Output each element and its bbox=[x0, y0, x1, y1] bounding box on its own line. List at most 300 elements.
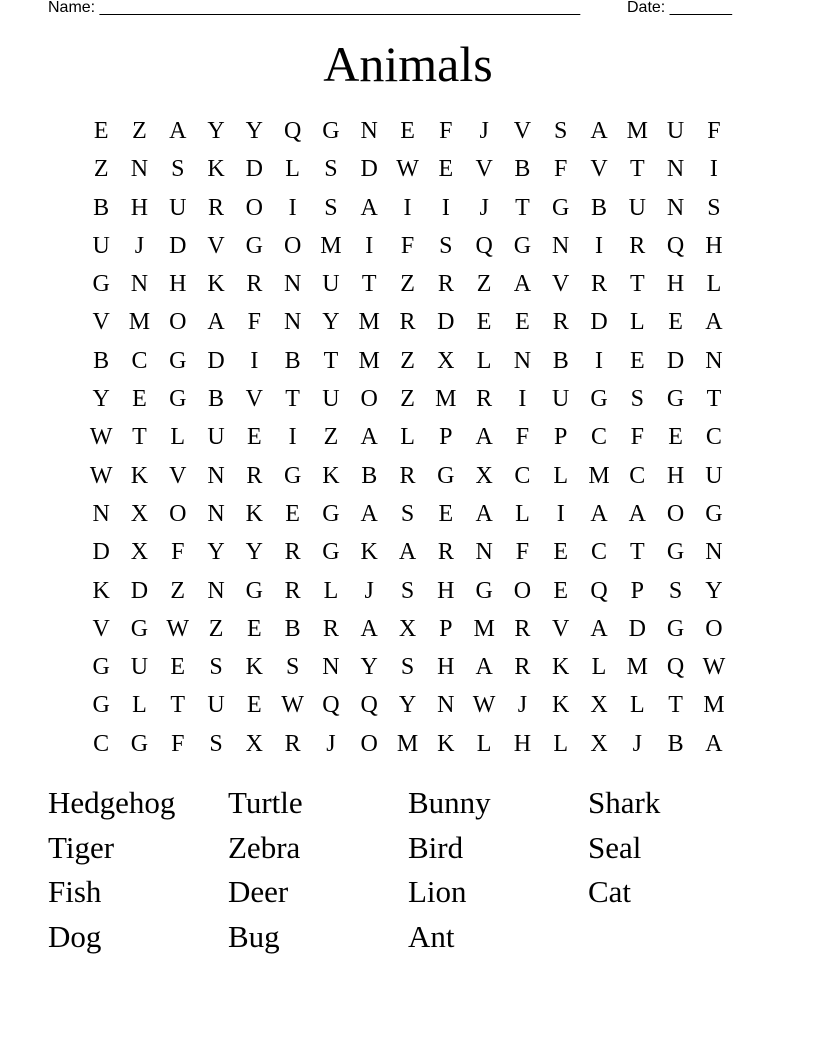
grid-letter: K bbox=[130, 462, 149, 489]
grid-letter: U bbox=[207, 692, 225, 719]
grid-row bbox=[82, 533, 733, 571]
grid-letter: R bbox=[476, 386, 493, 413]
grid-letter: L bbox=[629, 309, 645, 336]
grid-letter: M bbox=[358, 347, 380, 374]
grid-letter: D bbox=[130, 577, 149, 604]
grid-letter: E bbox=[553, 577, 569, 604]
grid-letter: E bbox=[170, 654, 186, 681]
grid-letter: G bbox=[92, 271, 110, 298]
grid-letter: M bbox=[626, 118, 648, 144]
grid-row bbox=[82, 112, 733, 150]
grid-letter: D bbox=[360, 156, 378, 183]
grid-letter: I bbox=[403, 194, 412, 221]
grid-letter: M bbox=[358, 309, 380, 336]
grid-letter: G bbox=[322, 118, 340, 144]
grid-letter: Y bbox=[245, 539, 263, 566]
grid-letter: E bbox=[668, 424, 683, 451]
grid-letter: T bbox=[629, 539, 645, 566]
grid-letter: H bbox=[513, 730, 532, 757]
grid-letter: U bbox=[666, 118, 685, 144]
date-line: Date: _______ bbox=[627, 0, 732, 16]
grid-letter: A bbox=[475, 424, 493, 451]
grid-letter: V bbox=[552, 615, 570, 642]
grid-letter: E bbox=[400, 118, 415, 144]
grid-letter: S bbox=[554, 118, 568, 144]
grid-letter: Y bbox=[92, 386, 110, 413]
grid-letter: F bbox=[630, 424, 644, 451]
grid-letter: J bbox=[517, 692, 528, 719]
grid-letter: R bbox=[284, 539, 301, 566]
grid-letter: A bbox=[513, 271, 532, 298]
grid-letter: L bbox=[170, 424, 186, 451]
grid-row bbox=[82, 572, 733, 610]
grid-letter: V bbox=[245, 386, 263, 413]
grid-letter: D bbox=[628, 615, 646, 642]
grid-letter: H bbox=[705, 232, 723, 259]
grid-letter: L bbox=[553, 730, 569, 757]
grid-letter: M bbox=[320, 232, 342, 259]
word-list-item: Bunny bbox=[408, 785, 491, 820]
grid-letter: G bbox=[169, 347, 187, 374]
grid-letter: H bbox=[666, 462, 685, 489]
grid-letter: S bbox=[324, 194, 338, 221]
grid-letter: H bbox=[437, 654, 455, 681]
grid-letter: F bbox=[247, 309, 262, 336]
grid-letter: K bbox=[437, 730, 455, 757]
grid-letter: A bbox=[590, 615, 608, 642]
grid-letter: R bbox=[284, 730, 301, 757]
grid-letter: K bbox=[245, 654, 263, 681]
grid-letter: Z bbox=[400, 386, 415, 413]
grid-letter: S bbox=[209, 654, 223, 681]
grid-letter: I bbox=[709, 156, 718, 183]
grid-letter: A bbox=[360, 424, 378, 451]
grid-letter: S bbox=[209, 730, 223, 757]
grid-letter: R bbox=[246, 271, 263, 298]
grid-letter: Q bbox=[360, 692, 378, 719]
grid-letter: L bbox=[706, 271, 722, 298]
grid-letter: Y bbox=[398, 692, 417, 719]
grid-letter: T bbox=[285, 386, 300, 413]
grid-letter: G bbox=[437, 462, 455, 489]
grid-letter: O bbox=[360, 386, 378, 413]
grid-letter: F bbox=[439, 118, 453, 144]
grid-letter: D bbox=[666, 347, 685, 374]
word-list-item: Deer bbox=[228, 874, 289, 910]
grid-letter: P bbox=[439, 615, 453, 642]
grid-letter: N bbox=[666, 156, 685, 183]
grid-letter: O bbox=[666, 500, 685, 527]
grid-letter: V bbox=[552, 271, 570, 298]
grid-letter: N bbox=[552, 232, 570, 259]
name-line: Name: ______________________________________________________ bbox=[48, 0, 581, 16]
grid-letter: R bbox=[514, 615, 531, 642]
grid-letter: L bbox=[591, 654, 607, 681]
grid-letter: Z bbox=[132, 118, 147, 144]
grid-letter: O bbox=[169, 500, 187, 527]
grid-letter: E bbox=[438, 500, 454, 527]
grid-letter: T bbox=[170, 692, 186, 719]
grid-letter: B bbox=[284, 347, 301, 374]
grid-letter: R bbox=[284, 577, 301, 604]
grid-letter: K bbox=[552, 654, 570, 681]
grid-letter: O bbox=[169, 309, 187, 336]
grid-letter: I bbox=[365, 232, 374, 259]
grid-letter: J bbox=[134, 232, 145, 259]
word-list-item: Ant bbox=[408, 919, 455, 955]
grid-letter: C bbox=[93, 730, 110, 757]
grid-letter: G bbox=[322, 500, 340, 527]
grid-letter: A bbox=[628, 500, 646, 527]
grid-letter: E bbox=[629, 347, 645, 374]
grid-letter: K bbox=[207, 271, 225, 298]
grid-letter: J bbox=[479, 194, 489, 221]
grid-letter: A bbox=[398, 539, 417, 566]
grid-letter: J bbox=[364, 577, 374, 604]
word-list-item: Tiger bbox=[48, 829, 115, 865]
grid-letter: P bbox=[554, 424, 568, 451]
grid-letter: D bbox=[169, 232, 187, 259]
grid-letter: X bbox=[130, 500, 149, 527]
grid-letter: U bbox=[628, 194, 646, 221]
grid-letter: N bbox=[705, 347, 723, 374]
grid-letter: M bbox=[626, 654, 648, 681]
grid-row bbox=[82, 725, 733, 763]
grid-letter: L bbox=[285, 156, 300, 183]
word-list-item: Turtle bbox=[228, 785, 303, 820]
grid-letter: M bbox=[396, 730, 419, 757]
grid-letter: O bbox=[245, 194, 263, 221]
grid-letter: B bbox=[284, 615, 301, 642]
grid-letter: A bbox=[590, 500, 608, 527]
grid-letter: P bbox=[630, 577, 644, 604]
grid-letter: B bbox=[514, 156, 531, 183]
grid-letter: L bbox=[476, 347, 492, 374]
grid-row bbox=[82, 457, 733, 495]
grid-letter: G bbox=[169, 386, 187, 413]
grid-letter: Y bbox=[322, 309, 340, 336]
grid-letter: E bbox=[132, 386, 147, 413]
grid-letter: U bbox=[322, 271, 340, 298]
word-list-item: Hedgehog bbox=[48, 785, 176, 820]
grid-letter: Q bbox=[590, 577, 608, 604]
grid-row bbox=[82, 610, 733, 648]
grid-letter: E bbox=[553, 539, 569, 566]
grid-letter: W bbox=[472, 692, 496, 719]
grid-letter: N bbox=[666, 194, 685, 221]
grid-letter: N bbox=[437, 692, 455, 719]
grid-letter: U bbox=[207, 424, 225, 451]
page-title: Animals bbox=[323, 36, 493, 92]
grid-letter: E bbox=[93, 118, 109, 144]
grid-letter: N bbox=[207, 462, 225, 489]
word-list-item: Dog bbox=[48, 919, 102, 955]
grid-letter: R bbox=[437, 539, 454, 566]
grid-letter: R bbox=[591, 271, 608, 298]
grid-letter: T bbox=[361, 271, 377, 298]
grid-letter: Q bbox=[666, 232, 685, 259]
grid-letter: O bbox=[283, 232, 302, 259]
grid-row bbox=[82, 189, 733, 227]
grid-letter: K bbox=[92, 577, 110, 604]
grid-letter: W bbox=[166, 615, 190, 642]
grid-letter: L bbox=[132, 692, 147, 719]
grid-letter: C bbox=[629, 462, 646, 489]
grid-letter: I bbox=[288, 194, 297, 221]
grid-letter: B bbox=[361, 462, 378, 489]
grid-letter: K bbox=[360, 539, 378, 566]
grid-letter: Z bbox=[208, 615, 224, 642]
grid-letter: K bbox=[245, 500, 263, 527]
grid-letter: G bbox=[92, 654, 110, 681]
word-list-item: Zebra bbox=[228, 829, 301, 865]
grid-letter: B bbox=[667, 730, 684, 757]
grid-letter: F bbox=[554, 156, 568, 183]
grid-letter: Y bbox=[207, 118, 225, 144]
grid-letter: R bbox=[552, 309, 569, 336]
grid-letter: O bbox=[360, 730, 378, 757]
grid-letter: T bbox=[706, 386, 722, 413]
grid-letter: T bbox=[132, 424, 147, 451]
grid-letter: L bbox=[400, 424, 415, 451]
grid-letter: N bbox=[475, 539, 493, 566]
grid-letter: D bbox=[437, 309, 455, 336]
grid-row bbox=[82, 380, 733, 418]
grid-letter: S bbox=[668, 577, 683, 604]
grid-letter: D bbox=[92, 539, 110, 566]
grid-row bbox=[82, 227, 733, 265]
grid-letter: J bbox=[479, 118, 489, 144]
grid-letter: T bbox=[668, 692, 683, 719]
grid-letter: S bbox=[324, 156, 338, 183]
grid-letter: U bbox=[322, 386, 340, 413]
grid-letter: C bbox=[131, 347, 148, 374]
grid-letter: P bbox=[439, 424, 453, 451]
grid-letter: F bbox=[515, 539, 530, 566]
word-list-item: Seal bbox=[588, 829, 642, 865]
grid-letter: G bbox=[666, 539, 685, 566]
grid-letter: O bbox=[705, 615, 723, 642]
grid-letter: N bbox=[283, 309, 302, 336]
grid-letter: G bbox=[513, 232, 532, 259]
grid-letter: N bbox=[322, 654, 340, 681]
grid-letter: L bbox=[629, 692, 645, 719]
grid-letter: R bbox=[246, 462, 263, 489]
grid-letter: R bbox=[208, 194, 225, 221]
grid-letter: V bbox=[92, 309, 110, 336]
grid-letter: X bbox=[475, 462, 493, 489]
grid-letter: I bbox=[441, 194, 450, 221]
grid-letter: M bbox=[473, 615, 495, 642]
word-list-item: Lion bbox=[408, 874, 467, 910]
grid-letter: X bbox=[437, 347, 455, 374]
grid-letter: X bbox=[130, 539, 149, 566]
grid-letter: A bbox=[360, 500, 378, 527]
grid-letter: G bbox=[552, 194, 570, 221]
grid-letter: N bbox=[705, 539, 723, 566]
grid-letter: N bbox=[360, 118, 378, 144]
grid-letter: A bbox=[475, 654, 493, 681]
grid-letter: K bbox=[552, 692, 570, 719]
grid-letter: I bbox=[556, 500, 565, 527]
grid-letter: S bbox=[439, 232, 453, 259]
grid-letter: I bbox=[288, 424, 297, 451]
grid-letter: J bbox=[326, 730, 336, 757]
grid-letter: A bbox=[360, 615, 378, 642]
grid-letter: K bbox=[207, 156, 225, 183]
grid-letter: E bbox=[247, 424, 262, 451]
grid-letter: N bbox=[130, 156, 149, 183]
grid-letter: S bbox=[400, 577, 415, 604]
grid-letter: N bbox=[207, 577, 225, 604]
grid-letter: H bbox=[169, 271, 187, 298]
grid-letter: U bbox=[130, 654, 149, 681]
grid-letter: C bbox=[705, 424, 722, 451]
grid-letter: G bbox=[130, 730, 149, 757]
grid-letter: V bbox=[207, 232, 225, 259]
grid-letter: G bbox=[705, 500, 723, 527]
grid-letter: W bbox=[396, 156, 419, 183]
grid-letter: Q bbox=[322, 692, 340, 719]
grid-letter: V bbox=[513, 118, 532, 144]
grid-letter: X bbox=[245, 730, 263, 757]
grid-letter: W bbox=[702, 654, 726, 681]
grid-letter: E bbox=[515, 309, 530, 336]
grid-letter: F bbox=[515, 424, 530, 451]
grid-letter: S bbox=[707, 194, 721, 221]
grid-row bbox=[82, 342, 733, 380]
grid-letter: F bbox=[707, 118, 721, 144]
grid-letter: F bbox=[171, 539, 185, 566]
grid-letter: C bbox=[514, 462, 531, 489]
grid-letter: R bbox=[437, 271, 454, 298]
grid-letter: X bbox=[590, 692, 608, 719]
grid-letter: Z bbox=[400, 347, 415, 374]
grid-letter: I bbox=[518, 386, 527, 413]
word-list-item: Fish bbox=[48, 874, 102, 910]
grid-letter: Y bbox=[360, 654, 378, 681]
grid-letter: N bbox=[513, 347, 532, 374]
grid-letter: U bbox=[705, 462, 723, 489]
grid-row bbox=[82, 418, 733, 456]
grid-letter: G bbox=[322, 539, 340, 566]
grid-letter: N bbox=[92, 500, 110, 527]
grid-letter: V bbox=[475, 156, 493, 183]
grid-letter: Q bbox=[666, 654, 685, 681]
grid-letter: A bbox=[590, 118, 608, 144]
grid-letter: S bbox=[171, 156, 185, 183]
grid-letter: S bbox=[400, 654, 415, 681]
grid-letter: B bbox=[93, 347, 110, 374]
word-list-item: Bird bbox=[408, 829, 464, 865]
grid-letter: G bbox=[245, 577, 263, 604]
word-list-item: Bug bbox=[228, 919, 280, 955]
grid-letter: I bbox=[595, 232, 603, 259]
grid-letter: G bbox=[475, 577, 493, 604]
grid-letter: T bbox=[629, 156, 645, 183]
grid-row bbox=[82, 648, 733, 686]
grid-letter: X bbox=[398, 615, 417, 642]
grid-letter: E bbox=[285, 500, 300, 527]
grid-letter: H bbox=[666, 271, 685, 298]
grid-letter: Y bbox=[705, 577, 723, 604]
grid-letter: M bbox=[588, 462, 610, 489]
grid-letter: M bbox=[435, 386, 457, 413]
grid-letter: K bbox=[322, 462, 340, 489]
grid-letter: T bbox=[515, 194, 530, 221]
grid-letter: U bbox=[552, 386, 570, 413]
grid-letter: N bbox=[130, 271, 149, 298]
grid-letter: Y bbox=[207, 539, 225, 566]
grid-letter: R bbox=[322, 615, 339, 642]
grid-letter: A bbox=[169, 118, 187, 144]
grid-letter: E bbox=[438, 156, 454, 183]
grid-letter: A bbox=[475, 500, 493, 527]
grid-letter: G bbox=[245, 232, 263, 259]
grid-row bbox=[82, 686, 733, 724]
grid-letter: B bbox=[208, 386, 225, 413]
grid-letter: W bbox=[89, 424, 113, 451]
grid-letter: T bbox=[629, 271, 645, 298]
grid-letter: U bbox=[169, 194, 187, 221]
grid-letter: M bbox=[703, 692, 725, 719]
grid-letter: A bbox=[207, 309, 225, 336]
word-list-item: Cat bbox=[588, 874, 632, 910]
grid-letter: C bbox=[591, 424, 608, 451]
grid-letter: R bbox=[629, 232, 646, 259]
grid-letter: L bbox=[515, 500, 530, 527]
grid-row bbox=[82, 150, 733, 188]
grid-letter: A bbox=[360, 194, 378, 221]
grid-letter: Q bbox=[283, 118, 302, 144]
grid-letter: T bbox=[323, 347, 339, 374]
grid-letter: R bbox=[399, 462, 416, 489]
grid-letter: U bbox=[92, 232, 110, 259]
grid-letter: E bbox=[476, 309, 492, 336]
grid-letter: E bbox=[247, 692, 262, 719]
word-search-grid bbox=[82, 112, 733, 763]
grid-letter: G bbox=[590, 386, 608, 413]
grid-letter: I bbox=[250, 347, 259, 374]
grid-letter: Z bbox=[93, 156, 109, 183]
grid-letter: J bbox=[632, 730, 642, 757]
grid-letter: R bbox=[514, 654, 531, 681]
grid-letter: H bbox=[130, 194, 149, 221]
grid-letter: A bbox=[705, 309, 723, 336]
grid-letter: F bbox=[400, 232, 415, 259]
grid-letter: D bbox=[590, 309, 608, 336]
grid-letter: G bbox=[666, 615, 685, 642]
grid-letter: X bbox=[590, 730, 608, 757]
grid-letter: W bbox=[89, 462, 113, 489]
grid-letter: G bbox=[283, 462, 302, 489]
grid-letter: R bbox=[399, 309, 416, 336]
grid-letter: D bbox=[207, 347, 225, 374]
grid-letter: I bbox=[595, 347, 603, 374]
grid-letter: L bbox=[553, 462, 569, 489]
grid-letter: W bbox=[281, 692, 304, 719]
grid-row bbox=[82, 265, 733, 303]
grid-row bbox=[82, 495, 733, 533]
grid-letter: A bbox=[705, 730, 723, 757]
grid-row bbox=[82, 303, 733, 341]
grid-letter: S bbox=[400, 500, 415, 527]
grid-letter: M bbox=[128, 309, 151, 336]
grid-letter: B bbox=[552, 347, 569, 374]
grid-letter: Z bbox=[170, 577, 186, 604]
grid-letter: V bbox=[92, 615, 110, 642]
grid-letter: H bbox=[437, 577, 455, 604]
